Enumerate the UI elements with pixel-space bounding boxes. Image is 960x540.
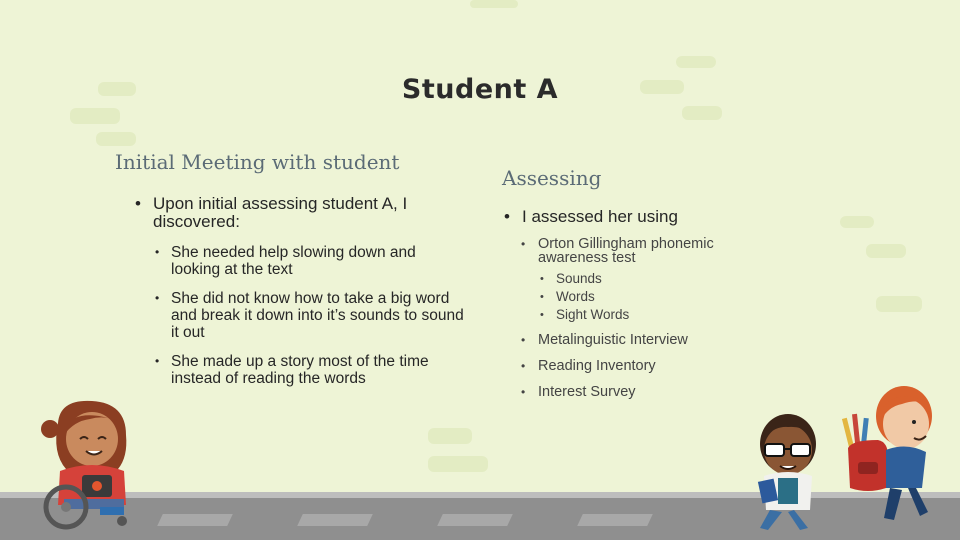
slide-title: Student A: [401, 74, 559, 105]
right-intro-list: [504, 208, 804, 226]
right-heading: Assessing: [502, 166, 602, 190]
boy-with-backpack-illustration: [842, 378, 942, 528]
assessment-tool: • Orton Gillingham phonemic awareness test: [521, 237, 761, 265]
girl-in-wheelchair-illustration: [30, 395, 150, 530]
left-point: • She needed help slowing down and looking at the text: [155, 244, 465, 278]
bg-blob: [70, 108, 120, 124]
right-intro: • I assessed her using: [504, 208, 804, 226]
left-intro: • Upon initial assessing student A, I discovered:: [135, 195, 465, 231]
boy-with-glasses-illustration: [748, 410, 828, 532]
subtest-item: • Sight Words: [540, 306, 740, 324]
bg-blob: [866, 244, 906, 258]
bg-blob: [876, 296, 922, 312]
bg-blob: [428, 428, 472, 444]
road-mark: [157, 514, 233, 526]
bg-blob: [676, 56, 716, 68]
assessment-tool: • Metalinguistic Interview: [521, 333, 761, 347]
left-point: • She did not know how to take a big word and break it down into it’s sounds to sound it out: [155, 290, 465, 341]
bg-blob: [428, 456, 488, 472]
left-intro-list: [135, 195, 465, 231]
assessment-tool: • Reading Inventory: [521, 359, 761, 373]
bg-blob: [840, 216, 874, 228]
bg-blob: [96, 132, 136, 146]
road-mark: [437, 514, 513, 526]
left-point: • She made up a story most of the time instead of reading the words: [155, 353, 465, 387]
assessment-tool: • Interest Survey: [521, 385, 761, 399]
subtest-item: • Words: [540, 288, 740, 306]
bg-blob: [682, 106, 722, 120]
subtest-list: [540, 270, 740, 324]
left-points-list: [155, 244, 465, 399]
subtest-item: • Sounds: [540, 270, 740, 288]
other-tools-list: [521, 333, 761, 410]
road-mark: [297, 514, 373, 526]
left-heading: Initial Meeting with student: [115, 150, 400, 174]
bg-blob: [470, 0, 518, 8]
road-mark: [577, 514, 653, 526]
